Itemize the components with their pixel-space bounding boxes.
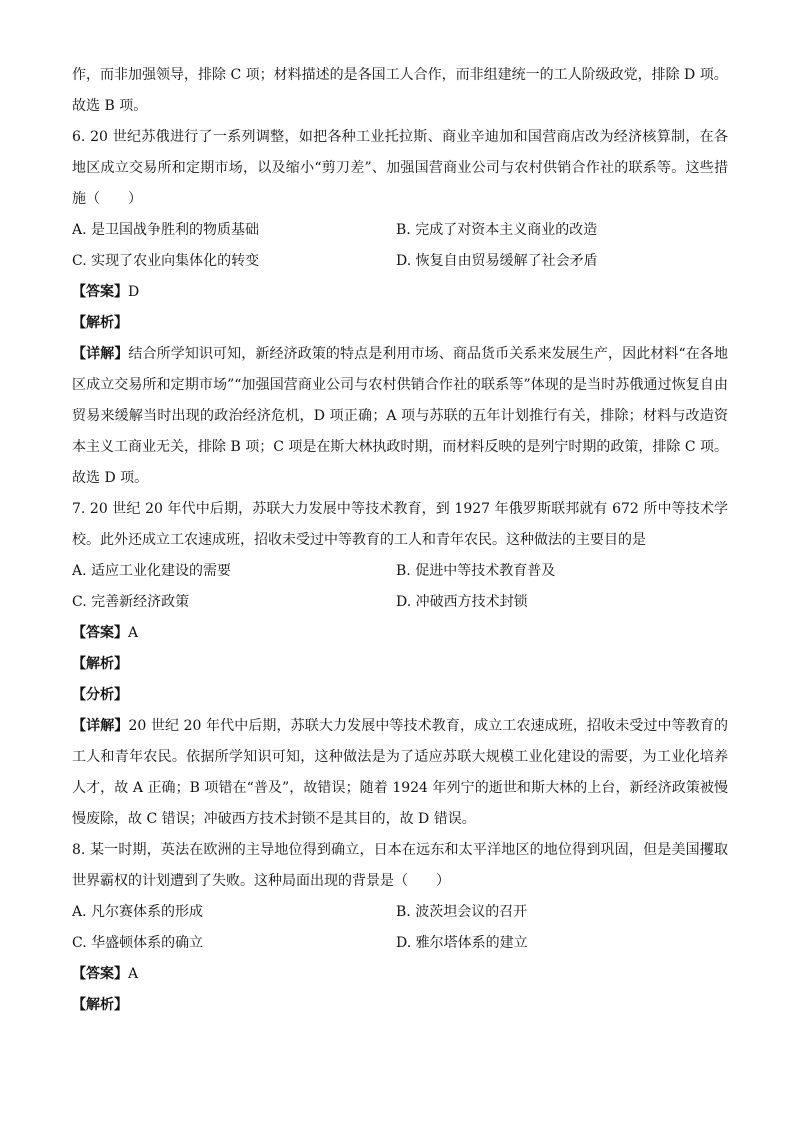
question-7-option-b: B. 促进中等技术教育普及 (396, 563, 556, 579)
question-8-stem: 8. 某一时期，英法在欧洲的主导地位得到确立，日本在远东和太平洋地区的地位得到巩固，但是美国攫取世界霸权的计划遭到了失败。这种局面出现的背景是（ ） (72, 842, 728, 889)
question-7-option-d: D. 冲破西方技术封锁 (396, 594, 528, 610)
answer-value: A (128, 966, 139, 982)
intro-line-2: 故选 B 项。 (72, 98, 148, 114)
question-6-option-c: C. 实现了农业向集体化的转变 (72, 253, 260, 269)
fenxi-tag: 【分析】 (72, 687, 128, 703)
answer-value: D (128, 284, 140, 300)
question-7-detail (72, 711, 728, 835)
question-8-option-c: C. 华盛顿体系的确立 (72, 935, 204, 951)
question-7-fenxi-heading (72, 680, 728, 711)
question-8-options-row-2 (72, 928, 728, 959)
detail-text: 20 世纪 20 年代中后期，苏联大力发展中等技术教育，成立工农速成班，招收未受过中等教育的工人和青年农民。依据所学知识可知，这种做法是为了适应苏联大规模工业化建设的需要，为工业化培养人才，故 A 正确；B 项错在“普及”，故错误；随着 1924 年列宁的逝世和斯大林的上台，新经济政策被慢慢废除，故 C 错误；冲破西方技术封锁不是其目的，故 D 错误。 (72, 718, 729, 827)
question-6-options-row-1 (72, 215, 728, 246)
answer-tag: 【答案】 (72, 284, 128, 300)
question-8-options-row-1 (72, 897, 728, 928)
question-6-detail (72, 339, 728, 494)
answer-tag: 【答案】 (72, 966, 128, 982)
question-6-answer (72, 277, 728, 308)
question-8-answer (72, 959, 728, 990)
question-7-answer (72, 618, 728, 649)
question-6-option-d: D. 恢复自由贸易缓解了社会矛盾 (396, 253, 598, 269)
detail-tag: 【详解】 (72, 346, 129, 362)
question-7-options-row-1 (72, 556, 728, 587)
question-7-option-c: C. 完善新经济政策 (72, 594, 190, 610)
intro-line-1: 作，而非加强领导，排除 C 项；材料描述的是各国工人合作，而非组建统一的工人阶级政党，排除 D 项。 (72, 67, 728, 83)
question-8-option-d: D. 雅尔塔体系的建立 (396, 935, 528, 951)
detail-text: 结合所学知识可知，新经济政策的特点是利用市场、商品货币关系来发展生产，因此材料“在各地区成立交易所和定期市场”“加强国营商业公司与农村供销合作社的联系等”体现的是当时苏俄通过恢复自由贸易来缓解当时出现的政治经济危机，D 项正确；A 项与苏联的五年计划推行有关，排除；材料与改造资本主义工商业无关，排除 B 项；C 项是在斯大林执政时期，而材料反映的是列宁时期的政策，排除 C 项。故选 D 项。 (72, 346, 728, 486)
detail-tag: 【详解】 (72, 718, 129, 734)
question-7-analysis-heading (72, 649, 728, 680)
answer-value: A (128, 625, 139, 641)
analysis-tag: 【解析】 (72, 315, 128, 331)
answer-tag: 【答案】 (72, 625, 128, 641)
analysis-tag: 【解析】 (72, 656, 128, 672)
question-6-analysis-heading (72, 308, 728, 339)
question-8-analysis-heading (72, 990, 728, 1021)
question-6-option-b: B. 完成了对资本主义商业的改造 (396, 222, 598, 238)
question-6-options-row-2 (72, 246, 728, 277)
question-8-option-a: A. 凡尔赛体系的形成 (72, 904, 204, 920)
question-6-option-a: A. 是卫国战争胜利的物质基础 (72, 222, 260, 238)
question-6-stem: 6. 20 世纪苏俄进行了一系列调整，如把各种工业托拉斯、商业辛迪加和国营商店改为经济核算制，在各地区成立交易所和定期市场，以及缩小“剪刀差”、加强国营商业公司与农村供销合作社的联系等。这些措施（ ） (72, 129, 728, 207)
document-page (72, 60, 728, 1021)
question-7-options-row-2 (72, 587, 728, 618)
question-7-stem: 7. 20 世纪 20 年代中后期，苏联大力发展中等技术教育，到 1927 年俄罗斯联邦就有 672 所中等技术学校。此外还成立工农速成班，招收未受过中等教育的工人和青年农民。这种做法的主要目的是 (72, 501, 728, 548)
question-7-option-a: A. 适应工业化建设的需要 (72, 563, 232, 579)
question-8-option-b: B. 波茨坦会议的召开 (396, 904, 528, 920)
analysis-tag: 【解析】 (72, 997, 128, 1013)
